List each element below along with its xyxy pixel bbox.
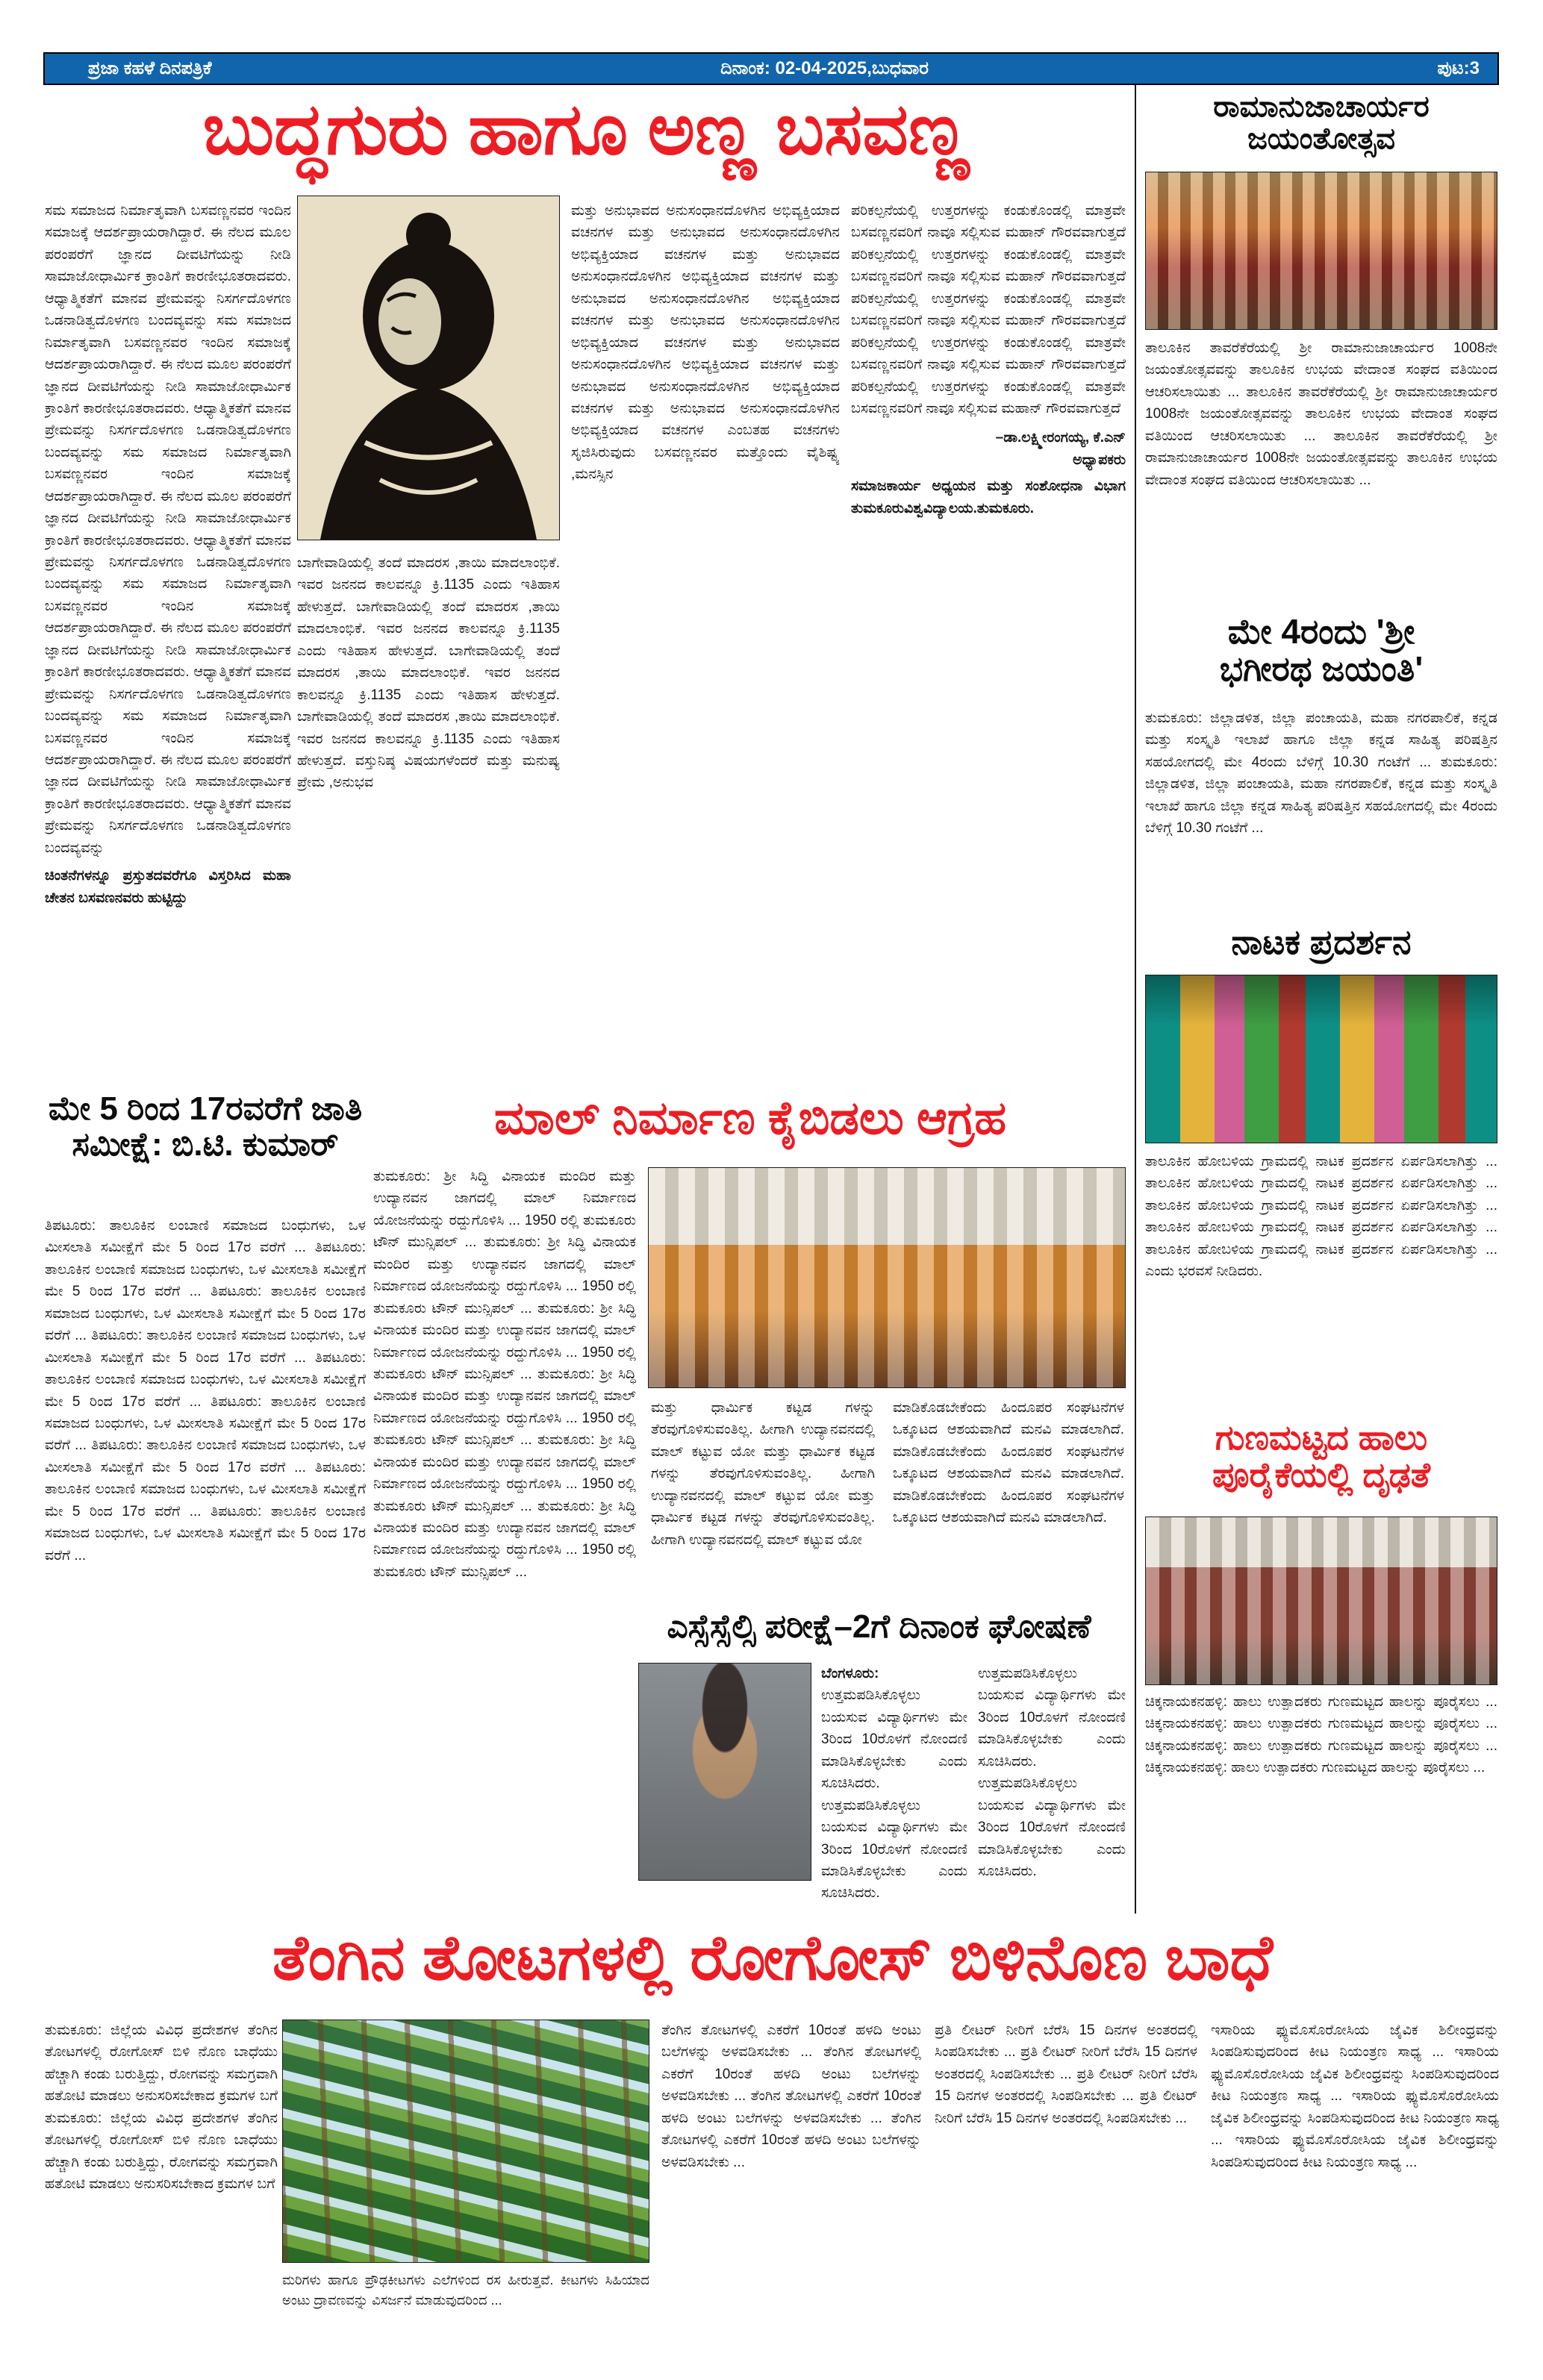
bhagiratha-headline-line1: ಮೇ 4ರಂದು 'ಶ್ರೀ xyxy=(1227,612,1415,651)
milk-headline xyxy=(1145,1419,1497,1493)
nataka-body xyxy=(1145,1151,1497,1414)
nataka-headline: ನಾಟಕ ಪ್ರದರ್ಶನ xyxy=(1231,922,1412,961)
lead-column-3 xyxy=(571,200,840,1081)
lead-column-1-text: ಸಮ ಸಮಾಜದ ನಿರ್ಮಾತೃವಾಗಿ ಬಸವಣ್ಣನವರ ಇಂದಿನ ಸಮಾಜಕ್ಕೆ ಆದರ್ಶಪ್ರಾಯರಾಗಿದ್ದಾರೆ. ಈ ನೆಲದ ಮೂಲ ಪರಂಪರೆಗೆ ಜ್ಞಾನದ ದೀವಟಿಗೆಯನ್ನು ನೀಡಿ ಸಾಮಾಜೋಧಾರ್ಮಿಕ ಕ್ರಾಂತಿಗೆ ಕಾರಣೀಭೂತರಾದವರು. ಆಧ್ಯಾತ್ಮಿಕತೆಗೆ ಮಾನವ ಪ್ರೇಮವನ್ನು ನಿಸರ್ಗದೊಳಗಣ ಒಡನಾಡಿತ್ವದೊಳಗಣ ಬಂದವ್ಯವನ್ನು ಸಮ ಸಮಾಜದ ನಿರ್ಮಾತೃವಾಗಿ ಬಸವಣ್ಣನವರ ಇಂದಿನ ಸಮಾಜಕ್ಕೆ ಆದರ್ಶಪ್ರಾಯರಾಗಿದ್ದಾರೆ. ಈ ನೆಲದ ಮೂಲ ಪರಂಪರೆಗೆ ಜ್ಞಾನದ ದೀವಟಿಗೆಯನ್ನು ನೀಡಿ ಸಾಮಾಜೋಧಾರ್ಮಿಕ ಕ್ರಾಂತಿಗೆ ಕಾರಣೀಭೂತರಾದವರು. ಆಧ್ಯಾತ್ಮಿಕತೆಗೆ ಮಾನವ ಪ್ರೇಮವನ್ನು ನಿಸರ್ಗದೊಳಗಣ ಒಡನಾಡಿತ್ವದೊಳಗಣ ಬಂದವ್ಯವನ್ನು ಸಮ ಸಮಾಜದ ನಿರ್ಮಾತೃವಾಗಿ ಬಸವಣ್ಣನವರ ಇಂದಿನ ಸಮಾಜಕ್ಕೆ ಆದರ್ಶಪ್ರಾಯರಾಗಿದ್ದಾರೆ. ಈ ನೆಲದ ಮೂಲ ಪರಂಪರೆಗೆ ಜ್ಞಾನದ ದೀವಟಿಗೆಯನ್ನು ನೀಡಿ ಸಾಮಾಜೋಧಾರ್ಮಿಕ ಕ್ರಾಂತಿಗೆ ಕಾರಣೀಭೂತರಾದವರು. ಆಧ್ಯಾತ್ಮಿಕತೆಗೆ ಮಾನವ ಪ್ರೇಮವನ್ನು ನಿಸರ್ಗದೊಳಗಣ ಒಡನಾಡಿತ್ವದೊಳಗಣ ಬಂದವ್ಯವನ್ನು ಸಮ ಸಮಾಜದ ನಿರ್ಮಾತೃವಾಗಿ ಬಸವಣ್ಣನವರ ಇಂದಿನ ಸಮಾಜಕ್ಕೆ ಆದರ್ಶಪ್ರಾಯರಾಗಿದ್ದಾರೆ. ಈ ನೆಲದ ಮೂಲ ಪರಂಪರೆಗೆ ಜ್ಞಾನದ ದೀವಟಿಗೆಯನ್ನು ನೀಡಿ ಸಾಮಾಜೋಧಾರ್ಮಿಕ ಕ್ರಾಂತಿಗೆ ಕಾರಣೀಭೂತರಾದವರು. ಆಧ್ಯಾತ್ಮಿಕತೆಗೆ ಮಾನವ ಪ್ರೇಮವನ್ನು ನಿಸರ್ಗದೊಳಗಣ ಒಡನಾಡಿತ್ವದೊಳಗಣ ಬಂದವ್ಯವನ್ನು ಸಮ ಸಮಾಜದ ನಿರ್ಮಾತೃವಾಗಿ ಬಸವಣ್ಣನವರ ಇಂದಿನ ಸಮಾಜಕ್ಕೆ ಆದರ್ಶಪ್ರಾಯರಾಗಿದ್ದಾರೆ. ಈ ನೆಲದ ಮೂಲ ಪರಂಪರೆಗೆ ಜ್ಞಾನದ ದೀವಟಿಗೆಯನ್ನು ನೀಡಿ ಸಾಮಾಜೋಧಾರ್ಮಿಕ ಕ್ರಾಂತಿಗೆ ಕಾರಣೀಭೂತರಾದವರು. ಆಧ್ಯಾತ್ಮಿಕತೆಗೆ ಮಾನವ ಪ್ರೇಮವನ್ನು ನಿಸರ್ಗದೊಳಗಣ ಒಡನಾಡಿತ್ವದೊಳಗಣ ಬಂದವ್ಯವನ್ನು xyxy=(45,203,291,856)
milk-group-photo xyxy=(1145,1517,1497,1685)
mall-headline: ಮಾಲ್ ನಿರ್ಮಾಣ ಕೈಬಿಡಲು ಆಗ್ರಹ xyxy=(493,1093,1007,1144)
milk-headline-line2: ಪೂರೈಕೆಯಲ್ಲಿ ದೃಢತೆ xyxy=(1212,1455,1430,1494)
lead-column-3-text: ಮತ್ತು ಅನುಭಾವದ ಅನುಸಂಧಾನದೊಳಗಿನ ಅಭಿವ್ಯಕ್ತಿಯಾದ ವಚನಗಳ ಮತ್ತು ಅನುಭಾವದ ಅನುಸಂಧಾನದೊಳಗಿನ ಅಭಿವ್ಯಕ್ತಿಯಾದ ವಚನಗಳ ಮತ್ತು ಅನುಭಾವದ ಅನುಸಂಧಾನದೊಳಗಿನ ಅಭಿವ್ಯಕ್ತಿಯಾದ ವಚನಗಳ ಮತ್ತು ಅನುಭಾವದ ಅನುಸಂಧಾನದೊಳಗಿನ ಅಭಿವ್ಯಕ್ತಿಯಾದ ವಚನಗಳ ಮತ್ತು ಅನುಭಾವದ ಅನುಸಂಧಾನದೊಳಗಿನ ಅಭಿವ್ಯಕ್ತಿಯಾದ ವಚನಗಳ ಮತ್ತು ಅನುಭಾವದ ಅನುಸಂಧಾನದೊಳಗಿನ ಅಭಿವ್ಯಕ್ತಿಯಾದ ವಚನಗಳ ಮತ್ತು ಅನುಭಾವದ ಅನುಸಂಧಾನದೊಳಗಿನ ಅಭಿವ್ಯಕ್ತಿಯಾದ ವಚನಗಳ ಮತ್ತು ಅನುಭಾವದ ಅನುಸಂಧಾನದೊಳಗಿನ ಅಭಿವ್ಯಕ್ತಿಯಾದ ವಚನಗಳ xyxy=(571,203,840,439)
lead-column-2-end: ವಸ್ತುನಿಷ್ಠ ವಿಷಯಗಳೆಂದರೆ ಮತ್ತು ಮನುಷ್ಯ ಪ್ರೇಮ ,ಅನುಭವ xyxy=(297,752,560,791)
sslc-column-b: ಉತ್ತಮಪಡಿಸಿಕೊಳ್ಳಲು ಬಯಸುವ ವಿದ್ಯಾರ್ಥಿಗಳು ಮೇ 3ರಿಂದ 10ರೊಳಗೆ ನೋಂದಣಿ ಮಾಡಿಸಿಕೊಳ್ಳಬೇಕು ಎಂದು ಸೂಚಿಸಿದರು. ಉತ್ತಮಪಡಿಸಿಕೊಳ್ಳಲು ಬಯಸುವ ವಿದ್ಯಾರ್ಥಿಗಳು ಮೇ 3ರಿಂದ 10ರೊಳಗೆ ನೋಂದಣಿ ಮಾಡಿಸಿಕೊಳ್ಳಬೇಕು ಎಂದು ಸೂಚಿಸಿದರು. xyxy=(978,1666,1126,1879)
buddha-illustration xyxy=(297,196,560,540)
whitefly-column-4: ಪ್ರತಿ ಲೀಟರ್ ನೀರಿಗೆ ಬೆರೆಸಿ 15 ದಿನಗಳ ಅಂತರದಲ್ಲಿ ಸಿಂಪಡಿಸಬೇಕು ... ಪ್ರತಿ ಲೀಟರ್ ನೀರಿಗೆ ಬೆರೆಸಿ 15 ದಿನಗಳ ಅಂತರದಲ್ಲಿ ಸಿಂಪಡಿಸಬೇಕು ... ಪ್ರತಿ ಲೀಟರ್ ನೀರಿಗೆ ಬೆರೆಸಿ 15 ದಿನಗಳ ಅಂತರದಲ್ಲಿ ಸಿಂಪಡಿಸಬೇಕು ... ಪ್ರತಿ ಲೀಟರ್ ನೀರಿಗೆ ಬೆರೆಸಿ 15 ದಿನಗಳ ಅಂತರದಲ್ಲಿ ಸಿಂಪಡಿಸಬೇಕು ... xyxy=(935,2023,1197,2126)
lead-column-1 xyxy=(45,200,291,1081)
lead-affiliation: ಸಮಾಜಕಾರ್ಯ ಅಧ್ಯಯನ ಮತ್ತು ಸಂಶೋಧನಾ ವಿಭಾಗ ತುಮಕೂರುವಿಶ್ವವಿದ್ಯಾಲಯ.ತುಮಕೂರು. xyxy=(851,478,1126,516)
column-rule xyxy=(1135,85,1136,1914)
bhagiratha-headline-line2: ಭಗೀರಥ ಜಯಂತಿ' xyxy=(1219,649,1424,688)
paper-name: ಪ್ರಜಾ ಕಹಳೆ ದಿನಪತ್ರಿಕೆ xyxy=(88,58,212,78)
nataka-body-text: ತಾಲೂಕಿನ ಹೋಬಳಿಯ ಗ್ರಾಮದಲ್ಲಿ ನಾಟಕ ಪ್ರದರ್ಶನ ಏರ್ಪಡಿಸಲಾಗಿತ್ತು ... ತಾಲೂಕಿನ ಹೋಬಳಿಯ ಗ್ರಾಮದಲ್ಲಿ ನಾಟಕ ಪ್ರದರ್ಶನ ಏರ್ಪಡಿಸಲಾಗಿತ್ತು ... ತಾಲೂಕಿನ ಹೋಬಳಿಯ ಗ್ರಾಮದಲ್ಲಿ ನಾಟಕ ಪ್ರದರ್ಶನ ಏರ್ಪಡಿಸಲಾಗಿತ್ತು ... ತಾಲೂಕಿನ ಹೋಬಳಿಯ ಗ್ರಾಮದಲ್ಲಿ ನಾಟಕ ಪ್ರದರ್ಶನ ಏರ್ಪಡಿಸಲಾಗಿತ್ತು ... ತಾಲೂಕಿನ ಹೋಬಳಿಯ ಗ್ರಾಮದಲ್ಲಿ ನಾಟಕ ಪ್ರದರ್ಶನ ಏರ್ಪಡಿಸಲಾಗಿತ್ತು ... xyxy=(1145,1154,1497,1258)
mall-column-left: ತುಮಕೂರು: ಶ್ರೀ ಸಿದ್ಧಿ ವಿನಾಯಕ ಮಂದಿರ ಮತ್ತು ಉದ್ಯಾನವನ ಜಾಗದಲ್ಲಿ ಮಾಲ್ ನಿರ್ಮಾಣದ ಯೋಜನೆಯನ್ನು ರದ್ದುಗೊಳಿಸಿ ... 1950 ರಲ್ಲಿ ತುಮಕೂರು ಟೌನ್ ಮುನ್ಸಿಪಲ್ ... ತುಮಕೂರು: ಶ್ರೀ ಸಿದ್ಧಿ ವಿನಾಯಕ ಮಂದಿರ ಮತ್ತು ಉದ್ಯಾನವನ ಜಾಗದಲ್ಲಿ ಮಾಲ್ ನಿರ್ಮಾಣದ ಯೋಜನೆಯನ್ನು ರದ್ದುಗೊಳಿಸಿ ... 1950 ರಲ್ಲಿ ತುಮಕೂರು ಟೌನ್ ಮುನ್ಸಿಪಲ್ ... ತುಮಕೂರು: ಶ್ರೀ ಸಿದ್ಧಿ ವಿನಾಯಕ ಮಂದಿರ ಮತ್ತು ಉದ್ಯಾನವನ ಜಾಗದಲ್ಲಿ ಮಾಲ್ ನಿರ್ಮಾಣದ ಯೋಜನೆಯನ್ನು ರದ್ದುಗೊಳಿಸಿ ... 1950 ರಲ್ಲಿ ತುಮಕೂರು ಟೌನ್ ಮುನ್ಸಿಪಲ್ ... ತುಮಕೂರು: ಶ್ರೀ ಸಿದ್ಧಿ ವಿನಾಯಕ ಮಂದಿರ ಮತ್ತು ಉದ್ಯಾನವನ ಜಾಗದಲ್ಲಿ ಮಾಲ್ ನಿರ್ಮಾಣದ ಯೋಜನೆಯನ್ನು ರದ್ದುಗೊಳಿಸಿ ... 1950 ರಲ್ಲಿ ತುಮಕೂರು ಟೌನ್ ಮುನ್ಸಿಪಲ್ ... ತುಮಕೂರು: ಶ್ರೀ ಸಿದ್ಧಿ ವಿನಾಯಕ ಮಂದಿರ ಮತ್ತು ಉದ್ಯಾನವನ ಜಾಗದಲ್ಲಿ ಮಾಲ್ ನಿರ್ಮಾಣದ ಯೋಜನೆಯನ್ನು ರದ್ದುಗೊಳಿಸಿ ... 1950 ರಲ್ಲಿ ತುಮಕೂರು ಟೌನ್ ಮುನ್ಸಿಪಲ್ ... ತುಮಕೂರು: ಶ್ರೀ ಸಿದ್ಧಿ ವಿನಾಯಕ ಮಂದಿರ ಮತ್ತು ಉದ್ಯಾನವನ ಜಾಗದಲ್ಲಿ ಮಾಲ್ ನಿರ್ಮಾಣದ ಯೋಜನೆಯನ್ನು ರದ್ದುಗೊಳಿಸಿ ... 1950 ರಲ್ಲಿ ತುಮಕೂರು ಟೌನ್ ಮುನ್ಸಿಪಲ್ ... xyxy=(373,1169,636,1580)
buddha-drawing-svg xyxy=(298,196,559,540)
lead-column-1-end: ಚಿಂತನೆಗಳನ್ನೂ ಪ್ರಸ್ತುತದವರೆಗೂ ವಿಸ್ತರಿಸಿದ ಮಹಾ ಚೇತನ ಬಸವಣನವರು ಹುಟ್ಟಿದ್ದು xyxy=(45,868,291,906)
ramanuja-body: ತಾಲೂಕಿನ ತಾವರೆಕೆರೆಯಲ್ಲಿ ಶ್ರೀ ರಾಮಾನುಜಾಚಾರ್ಯರ 1008ನೇ ಜಯಂತೋತ್ಸವವನ್ನು ತಾಲೂಕಿನ ಉಭಯ ವೇದಾಂತ ಸಂಘದ ವತಿಯಿಂದ ಆಚರಿಸಲಾಯಿತು ... ತಾಲೂಕಿನ ತಾವರೆಕೆರೆಯಲ್ಲಿ ಶ್ರೀ ರಾಮಾನುಜಾಚಾರ್ಯರ 1008ನೇ ಜಯಂತೋತ್ಸವವನ್ನು ತಾಲೂಕಿನ ಉಭಯ ವೇದಾಂತ ಸಂಘದ ವತಿಯಿಂದ ಆಚರಿಸಲಾಯಿತು ... ತಾಲೂಕಿನ ತಾವರೆಕೆರೆಯಲ್ಲಿ ಶ್ರೀ ರಾಮಾನುಜಾಚಾರ್ಯರ 1008ನೇ ಜಯಂತೋತ್ಸವವನ್ನು ತಾಲೂಕಿನ ಉಭಯ ವೇದಾಂತ ಸಂಘದ ವತಿಯಿಂದ ಆಚರಿಸಲಾಯಿತು ... xyxy=(1145,340,1497,488)
nataka-body-end: ಎಂದು ಭರವಸೆ ನೀಡಿದರು. xyxy=(1145,1264,1263,1280)
sslc-official-portrait xyxy=(638,1663,811,1881)
whitefly-column-1: ತುಮಕೂರು: ಜಿಲ್ಲೆಯ ವಿವಿಧ ಪ್ರದೇಶಗಳ ತೆಂಗಿನ ತೋಟಗಳಲ್ಲಿ ರೋಗೋಸ್ ಬಿಳಿ ನೊಣ ಬಾಧೆಯು ಹೆಚ್ಚಾಗಿ ಕಂಡು ಬರುತ್ತಿದ್ದು, ರೋಗವನ್ನು ಸಮಗ್ರವಾಗಿ ಹತೋಟಿ ಮಾಡಲು ಅನುಸರಿಸಬೇಕಾದ ಕ್ರಮಗಳ ಬಗೆ ತುಮಕೂರು: ಜಿಲ್ಲೆಯ ವಿವಿಧ ಪ್ರದೇಶಗಳ ತೆಂಗಿನ ತೋಟಗಳಲ್ಲಿ ರೋಗೋಸ್ ಬಿಳಿ ನೊಣ ಬಾಧೆಯು ಹೆಚ್ಚಾಗಿ ಕಂಡು ಬರುತ್ತಿದ್ದು, ರೋಗವನ್ನು ಸಮಗ್ರವಾಗಿ ಹತೋಟಿ ಮಾಡಲು ಅನುಸರಿಸಬೇಕಾದ ಕ್ರಮಗಳ ಬಗೆ xyxy=(45,2023,278,2193)
lead-column-2 xyxy=(297,552,560,1079)
nataka-stage-photo xyxy=(1145,975,1497,1143)
lead-column-4 xyxy=(851,200,1126,1081)
whitefly-column-5: ಇಸಾರಿಯ ಫ್ಯುಮೊಸೊರೋಸಿಯ ಜೈವಿಕ ಶಿಲೀಂಧ್ರವನ್ನು ಸಿಂಪಡಿಸುವುದರಿಂದ ಕೀಟ ನಿಯಂತ್ರಣ ಸಾಧ್ಯ ... ಇಸಾರಿಯ ಫ್ಯುಮೊಸೊರೋಸಿಯ ಜೈವಿಕ ಶಿಲೀಂಧ್ರವನ್ನು ಸಿಂಪಡಿಸುವುದರಿಂದ ಕೀಟ ನಿಯಂತ್ರಣ ಸಾಧ್ಯ ... ಇಸಾರಿಯ ಫ್ಯುಮೊಸೊರೋಸಿಯ ಜೈವಿಕ ಶಿಲೀಂಧ್ರವನ್ನು ಸಿಂಪಡಿಸುವುದರಿಂದ ಕೀಟ ನಿಯಂತ್ರಣ ಸಾಧ್ಯ ... ಇಸಾರಿಯ ಫ್ಯುಮೊಸೊರೋಸಿಯ ಜೈವಿಕ ಶಿಲೀಂಧ್ರವನ್ನು ಸಿಂಪಡಿಸುವುದರಿಂದ ಕೀಟ ನಿಯಂತ್ರಣ ಸಾಧ್ಯ ... xyxy=(1211,2023,1499,2170)
bhagiratha-headline xyxy=(1145,613,1497,687)
caste-survey-body: ತಿಪಟೂರು: ತಾಲೂಕಿನ ಲಂಬಾಣಿ ಸಮಾಜದ ಬಂಧುಗಳು, ಒಳ ಮೀಸಲಾತಿ ಸಮೀಕ್ಷೆಗೆ ಮೇ 5 ರಿಂದ 17ರ ವರೆಗೆ ... ತಿಪಟೂರು: ತಾಲೂಕಿನ ಲಂಬಾಣಿ ಸಮಾಜದ ಬಂಧುಗಳು, ಒಳ ಮೀಸಲಾತಿ ಸಮೀಕ್ಷೆಗೆ ಮೇ 5 ರಿಂದ 17ರ ವರೆಗೆ ... ತಿಪಟೂರು: ತಾಲೂಕಿನ ಲಂಬಾಣಿ ಸಮಾಜದ ಬಂಧುಗಳು, ಒಳ ಮೀಸಲಾತಿ ಸಮೀಕ್ಷೆಗೆ ಮೇ 5 ರಿಂದ 17ರ ವರೆಗೆ ... ತಿಪಟೂರು: ತಾಲೂಕಿನ ಲಂಬಾಣಿ ಸಮಾಜದ ಬಂಧುಗಳು, ಒಳ ಮೀಸಲಾತಿ ಸಮೀಕ್ಷೆಗೆ ಮೇ 5 ರಿಂದ 17ರ ವರೆಗೆ ... ತಿಪಟೂರು: ತಾಲೂಕಿನ ಲಂಬಾಣಿ ಸಮಾಜದ ಬಂಧುಗಳು, ಒಳ ಮೀಸಲಾತಿ ಸಮೀಕ್ಷೆಗೆ ಮೇ 5 ರಿಂದ 17ರ ವರೆಗೆ ... ತಿಪಟೂರು: ತಾಲೂಕಿನ ಲಂಬಾಣಿ ಸಮಾಜದ ಬಂಧುಗಳು, ಒಳ ಮೀಸಲಾತಿ ಸಮೀಕ್ಷೆಗೆ ಮೇ 5 ರಿಂದ 17ರ ವರೆಗೆ ... ತಿಪಟೂರು: ತಾಲೂಕಿನ ಲಂಬಾಣಿ ಸಮಾಜದ ಬಂಧುಗಳು, ಒಳ ಮೀಸಲಾತಿ ಸಮೀಕ್ಷೆಗೆ ಮೇ 5 ರಿಂದ 17ರ ವರೆಗೆ ... ತಿಪಟೂರು: ತಾಲೂಕಿನ ಲಂಬಾಣಿ ಸಮಾಜದ ಬಂಧುಗಳು, ಒಳ ಮೀಸಲಾತಿ ಸಮೀಕ್ಷೆಗೆ ಮೇ 5 ರಿಂದ 17ರ ವರೆಗೆ ... ತಿಪಟೂರು: ತಾಲೂಕಿನ ಲಂಬಾಣಿ ಸಮಾಜದ ಬಂಧುಗಳು, ಒಳ ಮೀಸಲಾತಿ ಸಮೀಕ್ಷೆಗೆ ಮೇ 5 ರಿಂದ 17ರ ವರೆಗೆ ... xyxy=(45,1218,366,1564)
masthead-bar xyxy=(43,52,1499,85)
caste-survey-headline xyxy=(45,1091,366,1162)
sslc-headline: ಎಸ್ಸೆಸ್ಸೆಲ್ಸಿ ಪರೀಕ್ಷೆ–2ಗೆ ದಿನಾಂಕ ಘೋಷಣೆ xyxy=(667,1608,1091,1645)
lead-byline: –ಡಾ.ಲಕ್ಷ್ಮೀರಂಗಯ್ಯ, ಕೆ.ಎನ್ xyxy=(995,430,1126,446)
mall-column-mid: ಮತ್ತು ಧಾರ್ಮಿಕ ಕಟ್ಟಡ ಗಳನ್ನು ತೆರವುಗೊಳಿಸುವಂತಿಲ್ಲ. ಹೀಗಾಗಿ ಉದ್ಯಾನವನದಲ್ಲಿ ಮಾಲ್ ಕಟ್ಟುವ ಯೋ ಮತ್ತು ಧಾರ್ಮಿಕ ಕಟ್ಟಡ ಗಳನ್ನು ತೆರವುಗೊಳಿಸುವಂತಿಲ್ಲ. ಹೀಗಾಗಿ ಉದ್ಯಾನವನದಲ್ಲಿ ಮಾಲ್ ಕಟ್ಟುವ ಯೋ ಮತ್ತು ಧಾರ್ಮಿಕ ಕಟ್ಟಡ ಗಳನ್ನು ತೆರವುಗೊಳಿಸುವಂತಿಲ್ಲ. ಹೀಗಾಗಿ ಉದ್ಯಾನವನದಲ್ಲಿ ಮಾಲ್ ಕಟ್ಟುವ ಯೋ xyxy=(651,1400,875,1548)
ramanuja-headline-line2: ಜಯಂತೋತ್ಸವ xyxy=(1247,122,1395,156)
lead-byline-role: ಅಧ್ಯಾಪಕರು xyxy=(1073,452,1126,468)
mall-column-right: ಮಾಡಿಕೊಡಬೇಕೆಂದು ಹಿಂದೂಪರ ಸಂಘಟನೆಗಳ ಒಕ್ಕೂಟದ ಆಶಯವಾಗಿದೆ ಮನವಿ ಮಾಡಲಾಗಿದೆ. ಮಾಡಿಕೊಡಬೇಕೆಂದು ಹಿಂದೂಪರ ಸಂಘಟನೆಗಳ ಒಕ್ಕೂಟದ ಆಶಯವಾಗಿದೆ ಮನವಿ ಮಾಡಲಾಗಿದೆ. ಮಾಡಿಕೊಡಬೇಕೆಂದು ಹಿಂದೂಪರ ಸಂಘಟನೆಗಳ ಒಕ್ಕೂಟದ ಆಶಯವಾಗಿದೆ ಮನವಿ ಮಾಡಲಾಗಿದೆ. xyxy=(893,1400,1124,1526)
sslc-column-a xyxy=(821,1663,967,1908)
milk-body: ಚಿಕ್ಕನಾಯಕನಹಳ್ಳಿ: ಹಾಲು ಉತ್ಪಾದಕರು ಗುಣಮಟ್ಟದ ಹಾಲನ್ನು ಪೂರೈಸಲು ... ಚಿಕ್ಕನಾಯಕನಹಳ್ಳಿ: ಹಾಲು ಉತ್ಪಾದಕರು ಗುಣಮಟ್ಟದ ಹಾಲನ್ನು ಪೂರೈಸಲು ... ಚಿಕ್ಕನಾಯಕನಹಳ್ಳಿ: ಹಾಲು ಉತ್ಪಾದಕರು ಗುಣಮಟ್ಟದ ಹಾಲನ್ನು ಪೂರೈಸಲು ... ಚಿಕ್ಕನಾಯಕನಹಳ್ಳಿ: ಹಾಲು ಉತ್ಪಾದಕರು ಗುಣಮಟ್ಟದ ಹಾಲನ್ನು ಪೂರೈಸಲು ... xyxy=(1145,1694,1497,1776)
milk-headline-line1: ಗುಣಮಟ್ಟದ ಹಾಲು xyxy=(1215,1418,1428,1457)
sslc-column-a-text: ಉತ್ತಮಪಡಿಸಿಕೊಳ್ಳಲು ಬಯಸುವ ವಿದ್ಯಾರ್ಥಿಗಳು ಮೇ 3ರಿಂದ 10ರೊಳಗೆ ನೋಂದಣಿ ಮಾಡಿಸಿಕೊಳ್ಳಬೇಕು ಎಂದು ಸೂಚಿಸಿದರು. ಉತ್ತಮಪಡಿಸಿಕೊಳ್ಳಲು ಬಯಸುವ ವಿದ್ಯಾರ್ಥಿಗಳು ಮೇ 3ರಿಂದ 10ರೊಳಗೆ ನೋಂದಣಿ ಮಾಡಿಸಿಕೊಳ್ಳಬೇಕು ಎಂದು ಸೂಚಿಸಿದರು. xyxy=(821,1687,967,1902)
whitefly-column-3: ತೆಂಗಿನ ತೋಟಗಳಲ್ಲಿ ಎಕರೆಗೆ 10ರಂತೆ ಹಳದಿ ಅಂಟು ಬಲೆಗಳನ್ನು ಅಳವಡಿಸಬೇಕು ... ತೆಂಗಿನ ತೋಟಗಳಲ್ಲಿ ಎಕರೆಗೆ 10ರಂತೆ ಹಳದಿ ಅಂಟು ಬಲೆಗಳನ್ನು ಅಳವಡಿಸಬೇಕು ... ತೆಂಗಿನ ತೋಟಗಳಲ್ಲಿ ಎಕರೆಗೆ 10ರಂತೆ ಹಳದಿ ಅಂಟು ಬಲೆಗಳನ್ನು ಅಳವಡಿಸಬೇಕು ... ತೆಂಗಿನ ತೋಟಗಳಲ್ಲಿ ಎಕರೆಗೆ 10ರಂತೆ ಹಳದಿ ಅಂಟು ಬಲೆಗಳನ್ನು ಅಳವಡಿಸಬೇಕು ... xyxy=(661,2023,921,2170)
date-line: ದಿನಾಂಕ: 02-04-2025,ಬುಧವಾರ xyxy=(720,58,929,78)
coconut-grove-photo xyxy=(282,2020,649,2263)
lead-column-2-text: ಬಾಗೇವಾಡಿಯಲ್ಲಿ ತಂದೆ ಮಾದರಸ ,ತಾಯಿ ಮಾದಲಾಂಭಿಕೆ. ಇವರ ಜನನದ ಕಾಲವನ್ನೂ ಕ್ರಿ.1135 ಎಂದು ಇತಿಹಾಸ ಹೇಳುತ್ತದೆ. ಬಾಗೇವಾಡಿಯಲ್ಲಿ ತಂದೆ ಮಾದರಸ ,ತಾಯಿ ಮಾದಲಾಂಭಿಕೆ. ಇವರ ಜನನದ ಕಾಲವನ್ನೂ ಕ್ರಿ.1135 ಎಂದು ಇತಿಹಾಸ ಹೇಳುತ್ತದೆ. ಬಾಗೇವಾಡಿಯಲ್ಲಿ ತಂದೆ ಮಾದರಸ ,ತಾಯಿ ಮಾದಲಾಂಭಿಕೆ. ಇವರ ಜನನದ ಕಾಲವನ್ನೂ ಕ್ರಿ.1135 ಎಂದು ಇತಿಹಾಸ ಹೇಳುತ್ತದೆ. ಬಾಗೇವಾಡಿಯಲ್ಲಿ ತಂದೆ ಮಾದರಸ ,ತಾಯಿ ಮಾದಲಾಂಭಿಕೆ. ಇವರ ಜನನದ ಕಾಲವನ್ನೂ ಕ್ರಿ.1135 ಎಂದು ಇತಿಹಾಸ ಹೇಳುತ್ತದೆ. xyxy=(297,555,560,769)
bhagiratha-body: ತುಮಕೂರು: ಜಿಲ್ಲಾಡಳಿತ, ಜಿಲ್ಲಾ ಪಂಚಾಯತಿ, ಮಹಾ ನಗರಪಾಲಿಕೆ, ಕನ್ನಡ ಮತ್ತು ಸಂಸ್ಕೃತಿ ಇಲಾಖೆ ಹಾಗೂ ಜಿಲ್ಲಾ ಕನ್ನಡ ಸಾಹಿತ್ಯ ಪರಿಷತ್ತಿನ ಸಹಯೋಗದಲ್ಲಿ ಮೇ 4ರಂದು ಬೆಳಿಗ್ಗೆ 10.30 ಗಂಟೆಗೆ ... ತುಮಕೂರು: ಜಿಲ್ಲಾಡಳಿತ, ಜಿಲ್ಲಾ ಪಂಚಾಯತಿ, ಮಹಾ ನಗರಪಾಲಿಕೆ, ಕನ್ನಡ ಮತ್ತು ಸಂಸ್ಕೃತಿ ಇಲಾಖೆ ಹಾಗೂ ಜಿಲ್ಲಾ ಕನ್ನಡ ಸಾಹಿತ್ಯ ಪರಿಷತ್ತಿನ ಸಹಯೋಗದಲ್ಲಿ ಮೇ 4ರಂದು ಬೆಳಿಗ್ಗೆ 10.30 ಗಂಟೆಗೆ ... xyxy=(1145,710,1497,837)
lead-headline: ಬುದ್ಧಗುರು ಹಾಗೂ ಅಣ್ಣ ಬಸವಣ್ಣ xyxy=(202,90,970,169)
coconut-photo-caption: ಮರಿಗಳು ಹಾಗೂ ಪ್ರೌಢಕೀಟಗಳು ಎಲೆಗಳಿಂದ ರಸ ಹೀರುತ್ತವೆ. ಕೀಟಗಳು ಸಿಹಿಯಾದ ಅಂಟು ದ್ರಾವಣವನ್ನು ವಿಸರ್ಜನೆ ಮಾಡುವುದರಿಂದ ... xyxy=(282,2273,649,2308)
ramanuja-headline xyxy=(1145,91,1497,155)
ramanuja-headline-line1: ರಾಮಾನುಜಾಚಾರ್ಯರ xyxy=(1213,90,1430,123)
mall-protest-photo xyxy=(648,1167,1126,1388)
lead-column-3-end: ಎಂಬತಹ ವಚನಗಳು ಸೃಜಿಸಿರುವುದು ಬಸವಣ್ಣನವರ ಮತ್ತೊಂದು ವೈಶಿಷ್ಟ್ಯ ,ಮನಸ್ಸಿನ xyxy=(571,422,840,483)
ramanuja-event-photo xyxy=(1145,172,1497,330)
sslc-dateline: ಬೆಂಗಳೂರು: xyxy=(821,1666,879,1681)
lead-column-4-text: ಪರಿಕಲ್ಪನೆಯಲ್ಲಿ ಉತ್ತರಗಳನ್ನು ಕಂಡುಕೊಂಡಲ್ಲಿ ಮಾತ್ರವೇ ಬಸವಣ್ಣನವರಿಗೆ ನಾವೂ ಸಲ್ಲಿಸುವ ಮಹಾನ್ ಗೌರವವಾಗುತ್ತದೆ ಪರಿಕಲ್ಪನೆಯಲ್ಲಿ ಉತ್ತರಗಳನ್ನು ಕಂಡುಕೊಂಡಲ್ಲಿ ಮಾತ್ರವೇ ಬಸವಣ್ಣನವರಿಗೆ ನಾವೂ ಸಲ್ಲಿಸುವ ಮಹಾನ್ ಗೌರವವಾಗುತ್ತದೆ ಪರಿಕಲ್ಪನೆಯಲ್ಲಿ ಉತ್ತರಗಳನ್ನು ಕಂಡುಕೊಂಡಲ್ಲಿ ಮಾತ್ರವೇ ಬಸವಣ್ಣನವರಿಗೆ ನಾವೂ ಸಲ್ಲಿಸುವ ಮಹಾನ್ ಗೌರವವಾಗುತ್ತದೆ ಪರಿಕಲ್ಪನೆಯಲ್ಲಿ ಉತ್ತರಗಳನ್ನು ಕಂಡುಕೊಂಡಲ್ಲಿ ಮಾತ್ರವೇ ಬಸವಣ್ಣನವರಿಗೆ ನಾವೂ ಸಲ್ಲಿಸುವ ಮಹಾನ್ ಗೌರವವಾಗುತ್ತದೆ ಪರಿಕಲ್ಪನೆಯಲ್ಲಿ ಉತ್ತರಗಳನ್ನು ಕಂಡುಕೊಂಡಲ್ಲಿ ಮಾತ್ರವೇ ಬಸವಣ್ಣನವರಿಗೆ ನಾವೂ ಸಲ್ಲಿಸುವ ಮಹಾನ್ ಗೌರವವಾಗುತ್ತದೆ xyxy=(851,203,1126,416)
whitefly-headline: ತೆಂಗಿನ ತೋಟಗಳಲ್ಲಿ ರೋಗೋಸ್ ಬಿಳಿನೊಣ ಬಾಧೆ xyxy=(272,1923,1274,1993)
page-number: ಪುಟ:3 xyxy=(1437,58,1480,78)
caste-survey-headline-line1: ಮೇ 5 ರಿಂದ 17ರವರೆಗೆ ಜಾತಿ xyxy=(48,1090,363,1127)
caste-survey-headline-line2: ಸಮೀಕ್ಷೆ: ಬಿ.ಟಿ. ಕುಮಾರ್ xyxy=(72,1125,339,1163)
